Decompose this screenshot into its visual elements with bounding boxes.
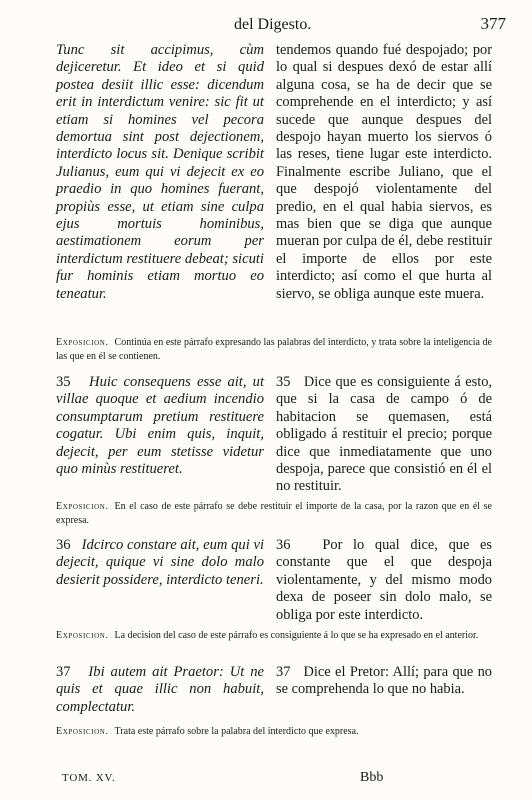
- latin-section-36: [56, 537, 264, 589]
- exposition-text: Trata este párrafo sobre la palabra del interdicto que expresa.: [114, 726, 359, 737]
- spanish-section-36: [276, 537, 492, 624]
- exposition-label: Exposicion.: [56, 726, 109, 737]
- spanish-text-continued: [276, 42, 492, 303]
- running-title: del Digesto.: [234, 16, 312, 33]
- latin-paragraph: Huic consequens esse ait, ut villae quoque et aedium incendio consumptarum pretium restituere cogatur. Ubi enim quis, inquit, dejecit, per eum stetisse videtur quo minùs restitueret.: [56, 374, 264, 478]
- latin-text-continued: [56, 42, 264, 303]
- page-footer: [0, 770, 532, 790]
- exposition-label: Exposicion.: [56, 337, 109, 348]
- latin-section-35: [56, 374, 264, 478]
- spanish-paragraph: tendemos quando fué despojado; por lo qual si despues dexó de estar allí alguna cosa, se ha de decir que se comprehende en el interdicto; y así sucede que aunque despues del despojo hayan muerto los siervos ó las reses, tiene lugar este interdicto. Finalmente escribe Juliano, que el que despojó violentamente del predio, en el qual habia siervos, es mas bien que se diga que aunque mueran por culpa de él, debe restituir el importe de ellos por este interdicto; así como el que hurta al siervo, se obliga aunque este muera.: [276, 42, 492, 302]
- page-number: 377: [480, 14, 506, 33]
- section-number: 37: [276, 664, 291, 680]
- exposition-text: Continúa en este párrafo expresando las palabras del interdicto, y trata sobre la inteligencia de las que en él se contienen.: [56, 337, 492, 362]
- section-number: 35: [56, 374, 71, 390]
- signature-mark: Bbb: [360, 770, 384, 785]
- latin-paragraph: Tunc sit accipimus, cùm dejiceretur. Et ideo et si quid postea desiit illic esse: dicendum erit in interdictum venire: sic fit ut etiam si homines vel pecora demortua sint post dejectionem, interdicto locus sit. Denique scribit Julianus, eum qui vi dejecit ex eo praedio in quo homines fuerant, propiùs esse, ut etiam sine culpa ejus mortuis hominibus, aestimationem eorum per interdictum restituere debeat; sicuti fur hominis etiam mortuo eo teneatur.: [56, 42, 264, 302]
- latin-paragraph: Idcirco constare ait, eum qui vi dejecit, quique vi sine dolo malo desierit possidere, interdicto teneri.: [56, 537, 264, 588]
- spanish-paragraph: Dice el Pretor: Allí; para que no se comprehenda lo que no habia.: [276, 664, 492, 698]
- section-number: 37: [56, 664, 71, 680]
- spanish-section-35: [276, 374, 492, 496]
- spanish-paragraph: Por lo qual dice, que es constante que el que despoja violentamente, y del mismo modo dexa de poseer sin dolo malo, se obliga por este interdicto.: [276, 537, 493, 623]
- latin-paragraph: Ibi autem ait Praetor: Ut ne quis et quae illic non habuit, complectatur.: [56, 664, 264, 715]
- exposition-note: [56, 725, 492, 739]
- spanish-section-37: [276, 664, 492, 699]
- exposition-text: La decision del caso de este párrafo es consiguiente á lo que se ha expresado en el anterior.: [114, 630, 479, 641]
- volume-label: TOM. XV.: [62, 772, 116, 784]
- spanish-paragraph: Dice que es consiguiente á esto, que si la casa de campo ó de habitacion se quemasen, está obligado á restituir el precio; porque dice que inmediatamente que uno despoja, parece que consistió en él el no restituir.: [276, 374, 492, 495]
- exposition-label: Exposicion.: [56, 630, 109, 641]
- exposition-note: [56, 500, 492, 528]
- latin-section-37: [56, 664, 264, 716]
- page-header: [0, 12, 532, 36]
- section-number: 36: [276, 537, 291, 553]
- exposition-note: [56, 336, 492, 364]
- exposition-label: Exposicion.: [56, 501, 109, 512]
- section-number: 36: [56, 537, 71, 553]
- exposition-note: [56, 629, 492, 643]
- section-number: 35: [276, 374, 291, 390]
- exposition-text: En el caso de este párrafo se debe restituir el importe de la casa, por la razon que en él se expresa.: [56, 501, 492, 526]
